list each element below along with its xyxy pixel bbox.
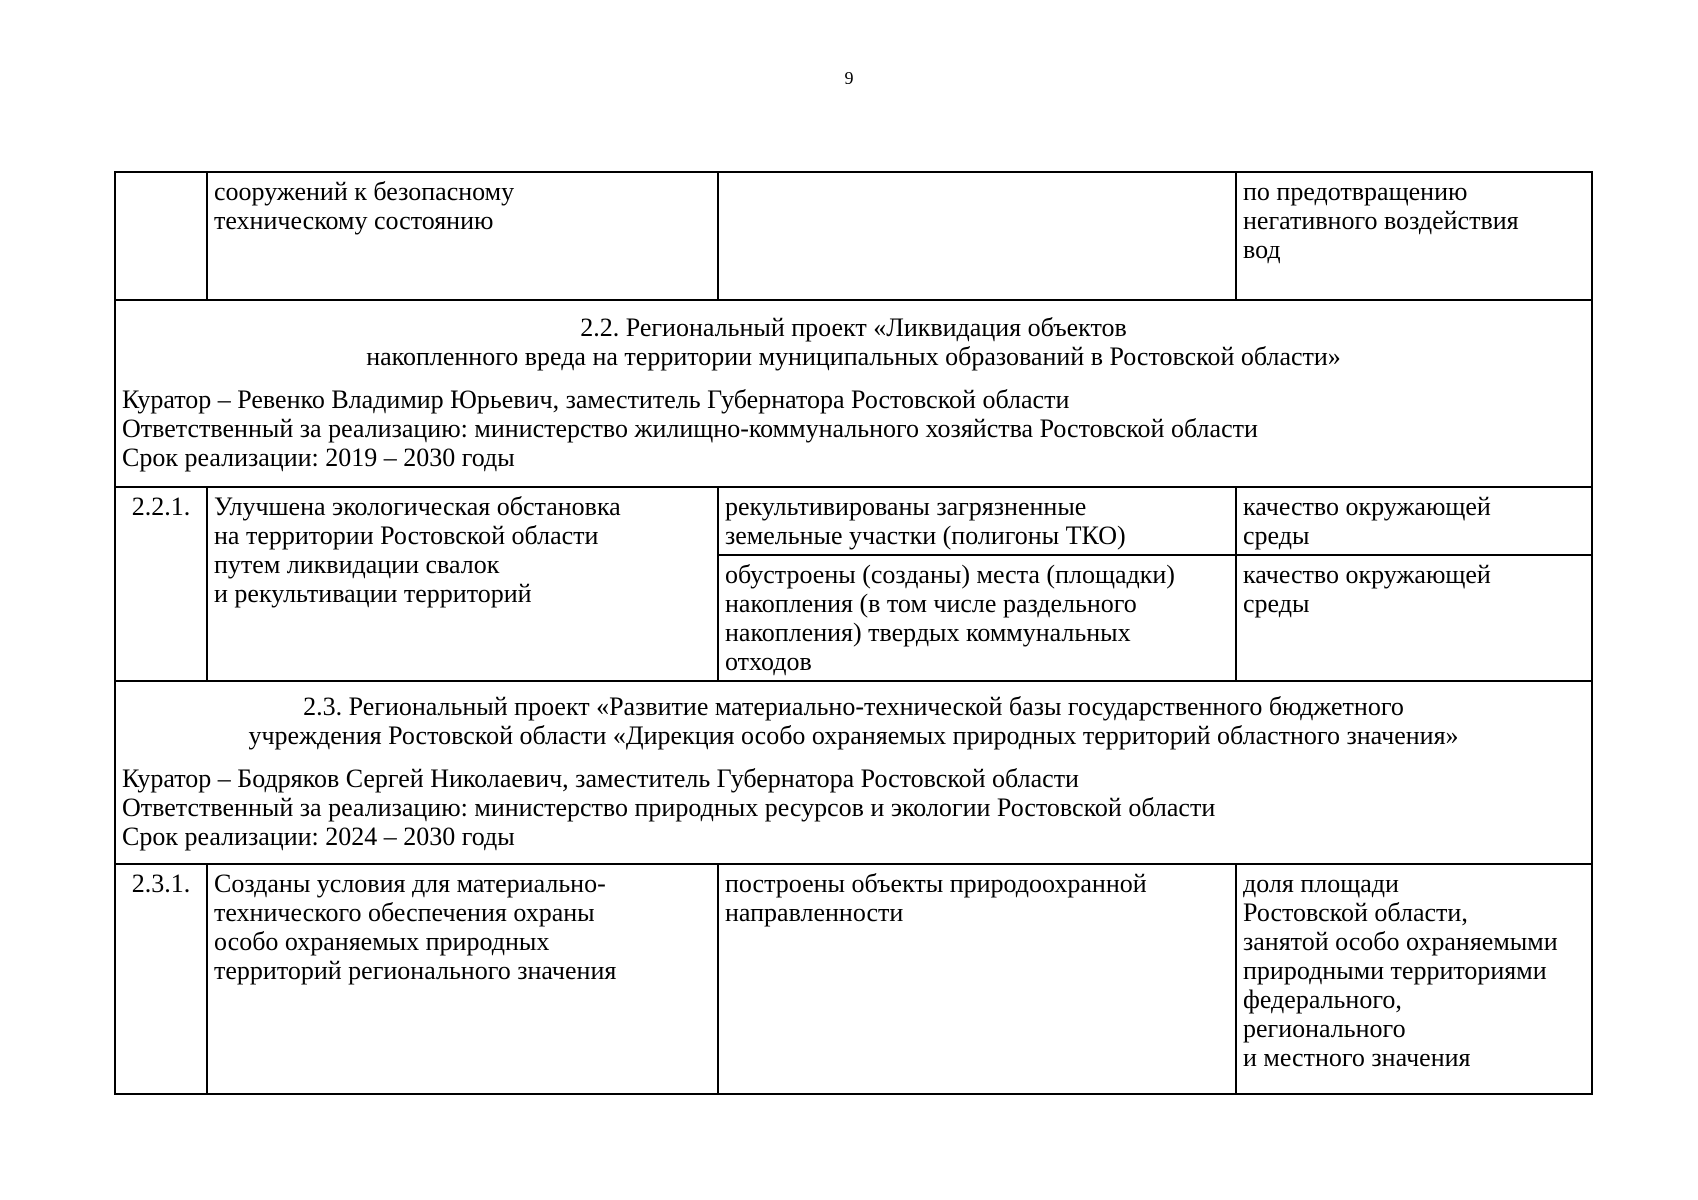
task-line: особо охраняемых природных <box>214 927 550 956</box>
task-line: территорий регионального значения <box>214 956 617 985</box>
section-2-2-cell <box>115 300 1592 487</box>
result-cell <box>718 864 1236 1094</box>
task-line: и рекультивации территорий <box>214 579 532 608</box>
row-number-cell: 2.2.1. <box>115 487 207 681</box>
result-line: отходов <box>725 647 812 676</box>
row-number-cell: 2.3.1. <box>115 864 207 1094</box>
indicator-line: по предотвращению <box>1243 177 1468 206</box>
result-line: построены объекты природоохранной <box>725 869 1147 898</box>
indicator-line: качество окружающей <box>1243 560 1491 589</box>
indicator-cell <box>1236 864 1592 1094</box>
section-header-row <box>115 681 1592 864</box>
indicator-line: федерального, <box>1243 985 1402 1014</box>
task-line: путем ликвидации свалок <box>214 550 500 579</box>
section-term: Срок реализации: 2019 – 2030 годы <box>122 443 515 472</box>
task-line: сооружений к безопасному <box>214 177 515 206</box>
task-line: техническому состоянию <box>214 206 494 235</box>
result-cell <box>718 555 1236 681</box>
indicator-line: Ростовской области, <box>1243 898 1468 927</box>
result-line: обустроены (созданы) места (площадки) <box>725 560 1175 589</box>
section-title-line: накопленного вреда на территории муниципальных образований в Ростовской области» <box>366 342 1341 371</box>
section-term: Срок реализации: 2024 – 2030 годы <box>122 822 515 851</box>
section-title <box>122 692 1585 750</box>
section-responsible: Ответственный за реализацию: министерство природных ресурсов и экологии Ростовской области <box>122 793 1216 822</box>
result-line: направленности <box>725 898 904 927</box>
indicator-line: занятой особо охраняемыми <box>1243 927 1558 956</box>
section-curator: Куратор – Бодряков Сергей Николаевич, заместитель Губернатора Ростовской области <box>122 764 1079 793</box>
result-line: земельные участки (полигоны ТКО) <box>725 521 1126 550</box>
indicator-line: доля площади <box>1243 869 1399 898</box>
task-line: Созданы условия для материально- <box>214 869 606 898</box>
task-cell <box>207 172 718 300</box>
indicator-line: качество окружающей <box>1243 492 1491 521</box>
section-title-line: учреждения Ростовской области «Дирекция особо охраняемых природных территорий областного значения» <box>248 721 1459 750</box>
section-curator: Куратор – Ревенко Владимир Юрьевич, заместитель Губернатора Ростовской области <box>122 385 1070 414</box>
page-number: 9 <box>844 68 854 88</box>
result-cell <box>718 172 1236 300</box>
measures-table <box>114 171 1593 1095</box>
indicator-line: и местного значения <box>1243 1043 1471 1072</box>
indicator-line: среды <box>1243 521 1310 550</box>
section-title-line: 2.2. Региональный проект «Ликвидация объектов <box>580 313 1127 342</box>
indicator-line: природными территориями <box>1243 956 1547 985</box>
result-line: накопления) твердых коммунальных <box>725 618 1131 647</box>
row-number-cell <box>115 172 207 300</box>
indicator-line: среды <box>1243 589 1310 618</box>
result-line: рекультивированы загрязненные <box>725 492 1087 521</box>
indicator-line: вод <box>1243 235 1281 264</box>
section-meta <box>122 385 1585 472</box>
section-title-line: 2.3. Региональный проект «Развитие материально-технической базы государственного бюджетного <box>303 692 1404 721</box>
section-responsible: Ответственный за реализацию: министерство жилищно-коммунального хозяйства Ростовской области <box>122 414 1258 443</box>
indicator-line: регионального <box>1243 1014 1406 1043</box>
indicator-cell <box>1236 172 1592 300</box>
table-row <box>115 172 1592 300</box>
section-header-row <box>115 300 1592 487</box>
section-2-3-cell <box>115 681 1592 864</box>
task-line: на территории Ростовской области <box>214 521 599 550</box>
indicator-cell <box>1236 555 1592 681</box>
task-cell <box>207 487 718 681</box>
task-cell <box>207 864 718 1094</box>
task-line: Улучшена экологическая обстановка <box>214 492 621 521</box>
section-title <box>122 313 1585 371</box>
indicator-line: негативного воздействия <box>1243 206 1519 235</box>
table-row <box>115 864 1592 1094</box>
section-meta <box>122 764 1585 851</box>
indicator-cell <box>1236 487 1592 555</box>
result-line: накопления (в том числе раздельного <box>725 589 1137 618</box>
task-line: технического обеспечения охраны <box>214 898 595 927</box>
result-cell <box>718 487 1236 555</box>
table-row <box>115 487 1592 555</box>
